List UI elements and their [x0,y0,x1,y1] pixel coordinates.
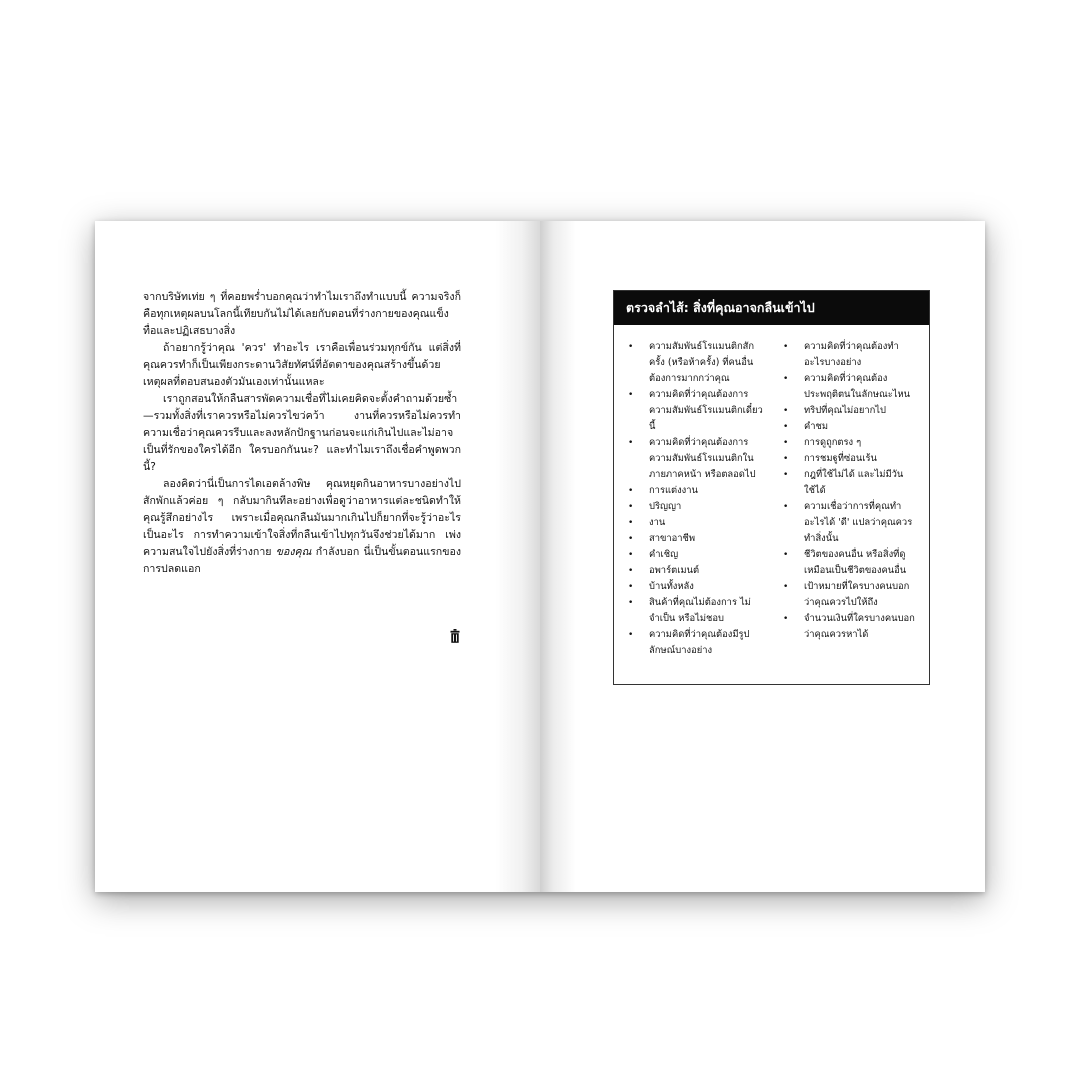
bullet-icon: • [783,502,789,512]
list-item-text: ปริญญา [649,501,682,512]
bullet-icon: • [628,566,634,576]
list-item-text: ชีวิตของคนอื่น หรือสิ่งที่ดูเหมือนเป็นชีวิตของคนอื่น [804,549,907,576]
list-item-text: ทริปที่คุณไม่อยากไป [804,405,886,416]
bullet-icon: • [628,486,634,496]
list-item-text: ความคิดที่ว่าคุณต้องทำอะไรบางอย่าง [804,341,899,368]
list-item [628,595,766,627]
bullet-icon: • [783,454,789,464]
list-item [628,531,766,547]
list-item-text: คำชม [804,421,829,432]
list-item-text: บ้านทั้งหลัง [649,581,694,592]
sidebar-columns [628,339,919,659]
body-text [143,289,461,578]
bullet-icon: • [628,518,634,528]
list-item-text: สินค้าที่คุณไม่ต้องการ ไม่จำเป็น หรือไม่ชอบ [649,597,751,624]
list-item [783,611,919,643]
sidebar-column-right [783,339,919,659]
list-item [628,339,766,387]
list-item [628,579,766,595]
list-item-text: คำเชิญ [649,549,679,560]
bullet-icon: • [783,582,789,592]
list-item-text: การดูถูกตรง ๆ [804,437,862,448]
list-item [628,483,766,499]
list-item [783,499,919,547]
bullet-icon: • [628,502,634,512]
list-item [628,515,766,531]
left-page [95,221,540,892]
list-item-text: จำนวนเงินที่ใครบางคนบอกว่าคุณควรหาได้ [804,613,915,640]
bullet-icon: • [783,374,789,384]
bullet-icon: • [628,390,634,400]
bullet-icon: • [783,406,789,416]
list-item [783,579,919,611]
trash-can-end-mark-icon [450,629,460,643]
list-item [783,419,919,435]
emphasis-text: ของคุณ [275,546,312,558]
list-item [628,627,766,659]
list-item-text: กฎที่ใช้ไม่ได้ และไม่มีวันใช้ได้ [804,469,904,496]
list-item [783,339,919,371]
list-item [628,387,766,435]
bullet-icon: • [628,534,634,544]
paragraph: จากบริษัทเท่ย ๆ ที่คอยพร่ำบอกคุณว่าทำไมเราถึงทำแบบนี้ ความจริงก็คือทุกเหตุผลบนโลกนี้เทียบกันไม่ได้เลยกับตอนที่ร่างกายของคุณแข็งทื่อและปฏิเสธบางสิ่ง [143,291,461,337]
list-item-text: ความเชื่อว่าการที่คุณทำอะไรได้ 'ดี' แปลว่าคุณควรทำสิ่งนั้น [804,501,913,544]
list-item-text: ความคิดที่ว่าคุณต้องการความสัมพันธ์โรแมนติกเดี๋ยวนี้ [649,389,763,432]
paragraph-text: กำลังบอก นี่เป็นขั้นตอนแรกของการปลดแอก [143,546,461,575]
bullet-icon: • [628,582,634,592]
list-item [628,499,766,515]
list-item-text: ความสัมพันธ์โรแมนติกสักครั้ง (หรือห้าครั้ง) ที่คนอื่นต้องการมากกว่าคุณ [649,341,755,384]
paragraph: ถ้าอยากรู้ว่าคุณ 'ควร' ทำอะไร เราคือเพื่อนร่วมทุกข์กัน แต่สิ่งที่คุณควรทำก็เป็นเพียงกระดานวิสัยทัศน์ที่อัตตาของคุณสร้างขึ้นด้วยเหตุผลที่ตอบสนองตัวมันเองเท่านั้นแหละ [143,342,461,388]
bullet-icon: • [628,550,634,560]
list-item [783,435,919,451]
list-item-text: เป้าหมายที่ใครบางคนบอกว่าคุณควรไปให้ถึง [804,581,910,608]
right-page [540,221,985,892]
paragraph-last [143,476,461,578]
bullet-icon: • [628,598,634,608]
bullet-icon: • [628,438,634,448]
list-item [628,435,766,483]
bullet-icon: • [628,630,634,640]
sidebar-title: ตรวจลำไส้: สิ่งที่คุณอาจกลืนเข้าไป [614,291,929,325]
sidebar-box [613,290,930,685]
list-item [783,451,919,467]
list-item [628,563,766,579]
list-item [628,547,766,563]
paragraph: เราถูกสอนให้กลืนสารพัดความเชื่อที่ไม่เคยคิดจะตั้งคำถามด้วยซ้ำ—รวมทั้งสิ่งที่เราควรหรือไม่ควรไขว่คว้า งานที่ควรหรือไม่ควรทำ ความเชื่อว่าคุณควรรีบและลงหลักปักฐานก่อนจะแก่เกินไปและไม่อาจเป็นที่รักของใครได้อีก ใครบอกกันนะ? และทำไมเราถึงเชื่อคำพูดพวกนี้? [143,393,461,473]
list-item-text: สาขาอาชีพ [649,533,696,544]
bullet-icon: • [783,550,789,560]
bullet-icon: • [783,438,789,448]
list-item-text: ความคิดที่ว่าคุณต้องการความสัมพันธ์โรแมนติกในภายภาคหน้า หรือตลอดไป [649,437,756,480]
book-spread [95,221,985,892]
list-item [783,371,919,403]
list-item-text: ความคิดที่ว่าคุณต้องมีรูปลักษณ์บางอย่าง [649,629,750,656]
bullet-icon: • [783,614,789,624]
paragraph-text: ลองคิดว่านี่เป็นการไดเอตล้างพิษ คุณหยุดกินอาหารบางอย่างไปสักพักแล้วค่อย ๆ กลับมากินทีละอย่างเพื่อดูว่าอาหารแต่ละชนิดทำให้คุณรู้สึกอย่างไร เพราะเมื่อคุณกลืนมันมากเกินไปก็ยากที่จะรู้ว่าอะไรเป็นอะไร การทำความเข้าใจสิ่งที่กลืนเข้าไปทุกวันจึงช่วยได้มาก เพ่งความสนใจไปยังสิ่งที่ร่างกาย [143,478,461,558]
list-item-text: ความคิดที่ว่าคุณต้องประพฤติตนในลักษณะไหน [804,373,911,400]
bullet-icon: • [783,342,789,352]
bullet-icon: • [783,422,789,432]
sidebar-column-left [628,339,766,659]
list-item-text: อพาร์ตเมนต์ [649,565,700,576]
bullet-icon: • [783,470,789,480]
list-item [783,403,919,419]
list-item-text: งาน [649,517,666,528]
list-item [783,547,919,579]
list-item [783,467,919,499]
list-item-text: การชมฐูที่ซ่อนเร้น [804,453,877,464]
list-item-text: การแต่งงาน [649,485,698,496]
bullet-icon: • [628,342,634,352]
